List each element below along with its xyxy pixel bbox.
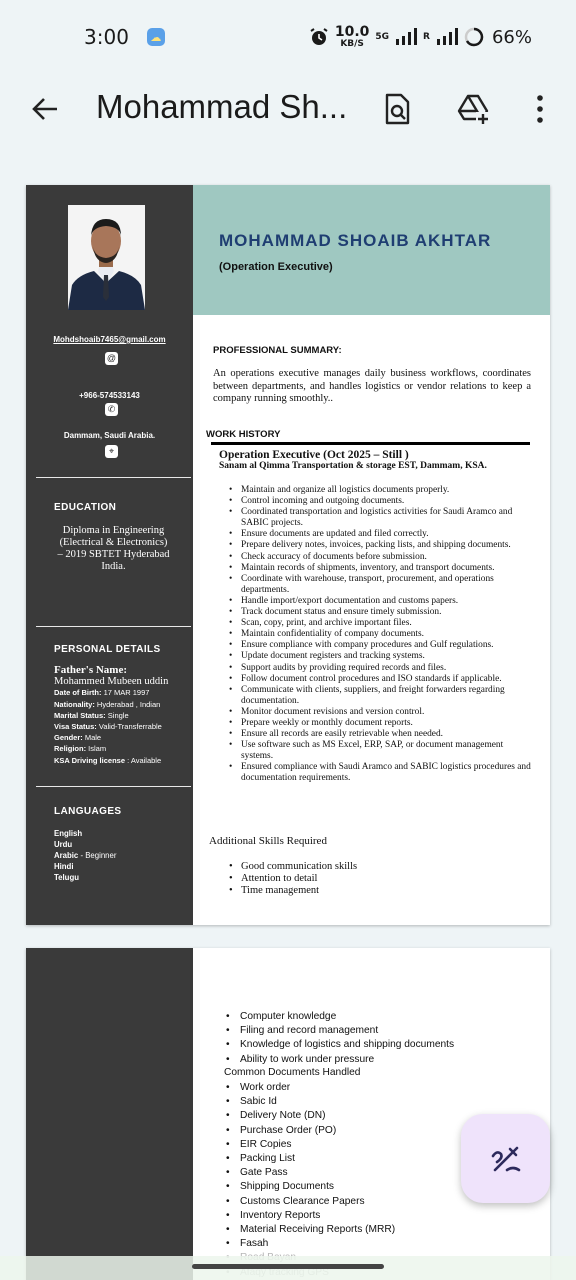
list-item: • Delivery Note (DN) bbox=[240, 1109, 395, 1123]
resume-sidebar bbox=[26, 185, 193, 925]
email-icon: @ bbox=[106, 353, 117, 363]
sidebar-divider bbox=[36, 626, 191, 627]
language-item: English bbox=[54, 829, 83, 838]
company-name: Sanam al Qimma Transportation & storage EST, Dammam, KSA. bbox=[219, 461, 487, 471]
more-options-icon[interactable] bbox=[523, 92, 557, 126]
list-item: • Packing List bbox=[240, 1152, 395, 1166]
list-item: • Follow document control procedures and ISO standards if applicable. bbox=[241, 674, 531, 685]
skills-list bbox=[241, 861, 357, 897]
alarm-icon bbox=[309, 27, 329, 47]
education-text: Diploma in Engineering (Electrical & Electronics) – 2019 SBTET Hyderabad India. bbox=[57, 525, 170, 572]
languages-list bbox=[54, 828, 116, 883]
skills-list bbox=[240, 1010, 454, 1067]
roaming-indicator: R bbox=[423, 32, 430, 42]
email-link[interactable]: Mohdshoaib7465@gmail.com bbox=[53, 335, 166, 344]
network-type: 5G bbox=[375, 32, 390, 42]
detail-row: Gender: Male bbox=[54, 733, 102, 743]
add-to-drive-icon[interactable] bbox=[456, 92, 490, 126]
list-item: • Monitor document revisions and version control. bbox=[241, 707, 531, 718]
job-title: Operation Executive (Oct 2025 – Still ) bbox=[219, 449, 409, 461]
document-title: Mohammad Sh... bbox=[96, 88, 348, 125]
list-item: • Ensured compliance with Saudi Aramco and SABIC logistics procedures and documentation requirements. bbox=[241, 762, 531, 784]
find-in-document-icon[interactable] bbox=[380, 92, 414, 126]
education-heading: EDUCATION bbox=[54, 502, 117, 513]
list-item: • Support audits by providing required records and files. bbox=[241, 663, 531, 674]
detail-row: Visa Status: Valid-Transferrable bbox=[54, 722, 162, 732]
father-label: Father's Name: bbox=[54, 664, 128, 676]
pdf-page-1 bbox=[26, 185, 550, 925]
job-header bbox=[219, 449, 539, 471]
resume-header bbox=[193, 185, 550, 315]
summary-heading: PROFESSIONAL SUMMARY: bbox=[213, 345, 342, 356]
list-item: • Time management bbox=[241, 885, 357, 897]
pen-annotate-icon bbox=[489, 1142, 523, 1176]
list-item: • Work order bbox=[240, 1081, 395, 1095]
list-item: • Knowledge of logistics and shipping documents bbox=[240, 1038, 454, 1052]
signal-icon bbox=[395, 28, 417, 46]
documents-list bbox=[240, 1081, 395, 1280]
list-item: • Control incoming and outgoing documents. bbox=[241, 496, 531, 507]
list-item: • Material Receiving Reports (MRR) bbox=[240, 1223, 395, 1237]
detail-row: Religion: Islam bbox=[54, 744, 107, 754]
section-divider bbox=[211, 442, 530, 445]
list-item: • Purchase Order (PO) bbox=[240, 1124, 395, 1138]
resume-sidebar bbox=[26, 948, 193, 1280]
list-item: • Customs Clearance Papers bbox=[240, 1195, 395, 1209]
list-item: • Check accuracy of documents before submission. bbox=[241, 552, 531, 563]
list-item: • Maintain records of shipments, inventory, and transport documents. bbox=[241, 563, 531, 574]
father-name: Mohammed Mubeen uddin bbox=[54, 676, 169, 688]
list-item: • Use software such as MS Excel, ERP, SAP, or document management systems. bbox=[241, 740, 531, 762]
list-item: • Prepare weekly or monthly document reports. bbox=[241, 718, 531, 729]
duties-list bbox=[241, 485, 531, 785]
battery-ring-icon bbox=[464, 27, 484, 47]
candidate-role: (Operation Executive) bbox=[219, 261, 333, 273]
personal-details bbox=[54, 665, 189, 766]
language-item: Arabic - Beginner bbox=[54, 851, 117, 860]
clock: 3:00 bbox=[84, 25, 129, 49]
pdf-page-2 bbox=[26, 948, 550, 1280]
annotate-fab[interactable] bbox=[461, 1114, 550, 1203]
sidebar-divider bbox=[36, 786, 191, 787]
detail-row: Marital Status: Single bbox=[54, 710, 129, 720]
list-item: • Ensure compliance with company procedures and Gulf regulations. bbox=[241, 640, 531, 651]
list-item: • Attention to detail bbox=[241, 873, 357, 885]
list-item: • Coordinate with warehouse, transport, procurement, and operations departments. bbox=[241, 574, 531, 596]
list-item: • Ability to work under pressure bbox=[240, 1053, 454, 1067]
list-item: • Gate Pass bbox=[240, 1166, 395, 1180]
list-item: • Good communication skills bbox=[241, 861, 357, 873]
status-bar bbox=[0, 0, 576, 74]
summary-text: An operations executive manages daily business workflows, coordinates between departments, and handles logistics or vendor relations to keep a company running smoothly.. bbox=[213, 368, 531, 404]
documents-heading: Common Documents Handled bbox=[224, 1067, 361, 1078]
battery-percent: 66% bbox=[491, 26, 532, 48]
languages-heading: LANGUAGES bbox=[54, 806, 122, 817]
signal-2-icon bbox=[436, 28, 458, 46]
weather-app-icon: ☁ bbox=[147, 28, 165, 46]
list-item: • Filing and record management bbox=[240, 1024, 454, 1038]
list-item: • Inventory Reports bbox=[240, 1209, 395, 1223]
phone-number: +966-574533143 bbox=[79, 391, 140, 400]
list-item: • Scan, copy, print, and archive important files. bbox=[241, 618, 531, 629]
list-item: • Shipping Documents bbox=[240, 1180, 395, 1194]
additional-skills-heading: Additional Skills Required bbox=[209, 835, 327, 847]
list-item: • Sabic Id bbox=[240, 1095, 395, 1109]
detail-row: Date of Birth: 17 MAR 1997 bbox=[54, 688, 150, 698]
gesture-handle[interactable] bbox=[192, 1264, 384, 1269]
list-item: • Maintain confidentiality of company documents. bbox=[241, 629, 531, 640]
detail-row: KSA Driving license : Available bbox=[54, 755, 162, 765]
list-item: • Coordinated transportation and logistics activities for Saudi Aramco and SABIC projects. bbox=[241, 507, 531, 529]
app-toolbar bbox=[0, 74, 576, 144]
profile-photo bbox=[68, 205, 145, 310]
list-item: • Handle import/export documentation and customs papers. bbox=[241, 596, 531, 607]
list-item: • Communicate with clients, suppliers, and freight forwarders regarding documentation. bbox=[241, 685, 531, 707]
language-item: Urdu bbox=[54, 840, 73, 849]
list-item: • Maintain and organize all logistics documents properly. bbox=[241, 485, 531, 496]
work-history-heading: WORK HISTORY bbox=[206, 429, 281, 440]
phone-icon: ✆ bbox=[105, 403, 118, 416]
list-item: • Ensure all records are easily retrievable when needed. bbox=[241, 729, 531, 740]
language-item: Hindi bbox=[54, 862, 74, 871]
location-pin-icon: ⌖ bbox=[105, 445, 118, 458]
personal-details-heading: PERSONAL DETAILS bbox=[54, 644, 161, 655]
language-item: Telugu bbox=[54, 873, 79, 882]
list-item: • Ensure documents are updated and filed correctly. bbox=[241, 529, 531, 540]
sidebar-divider bbox=[36, 477, 191, 478]
list-item: • EIR Copies bbox=[240, 1138, 395, 1152]
net-speed: 10.0 KB/S bbox=[334, 23, 370, 49]
list-item: • Prepare delivery notes, invoices, packing lists, and shipping documents. bbox=[241, 540, 531, 551]
list-item: • Update document registers and tracking systems. bbox=[241, 651, 531, 662]
detail-row: Nationality: Hyderabad , Indian bbox=[54, 699, 161, 709]
back-arrow-icon[interactable] bbox=[30, 94, 60, 124]
list-item: • Track document status and ensure timely submission. bbox=[241, 607, 531, 618]
candidate-name: MOHAMMAD SHOAIB AKHTAR bbox=[219, 231, 492, 250]
list-item: • Fasah bbox=[240, 1237, 395, 1251]
location-text: Dammam, Saudi Arabia. bbox=[63, 431, 156, 440]
list-item: • Computer knowledge bbox=[240, 1010, 454, 1024]
status-icons bbox=[309, 23, 532, 49]
